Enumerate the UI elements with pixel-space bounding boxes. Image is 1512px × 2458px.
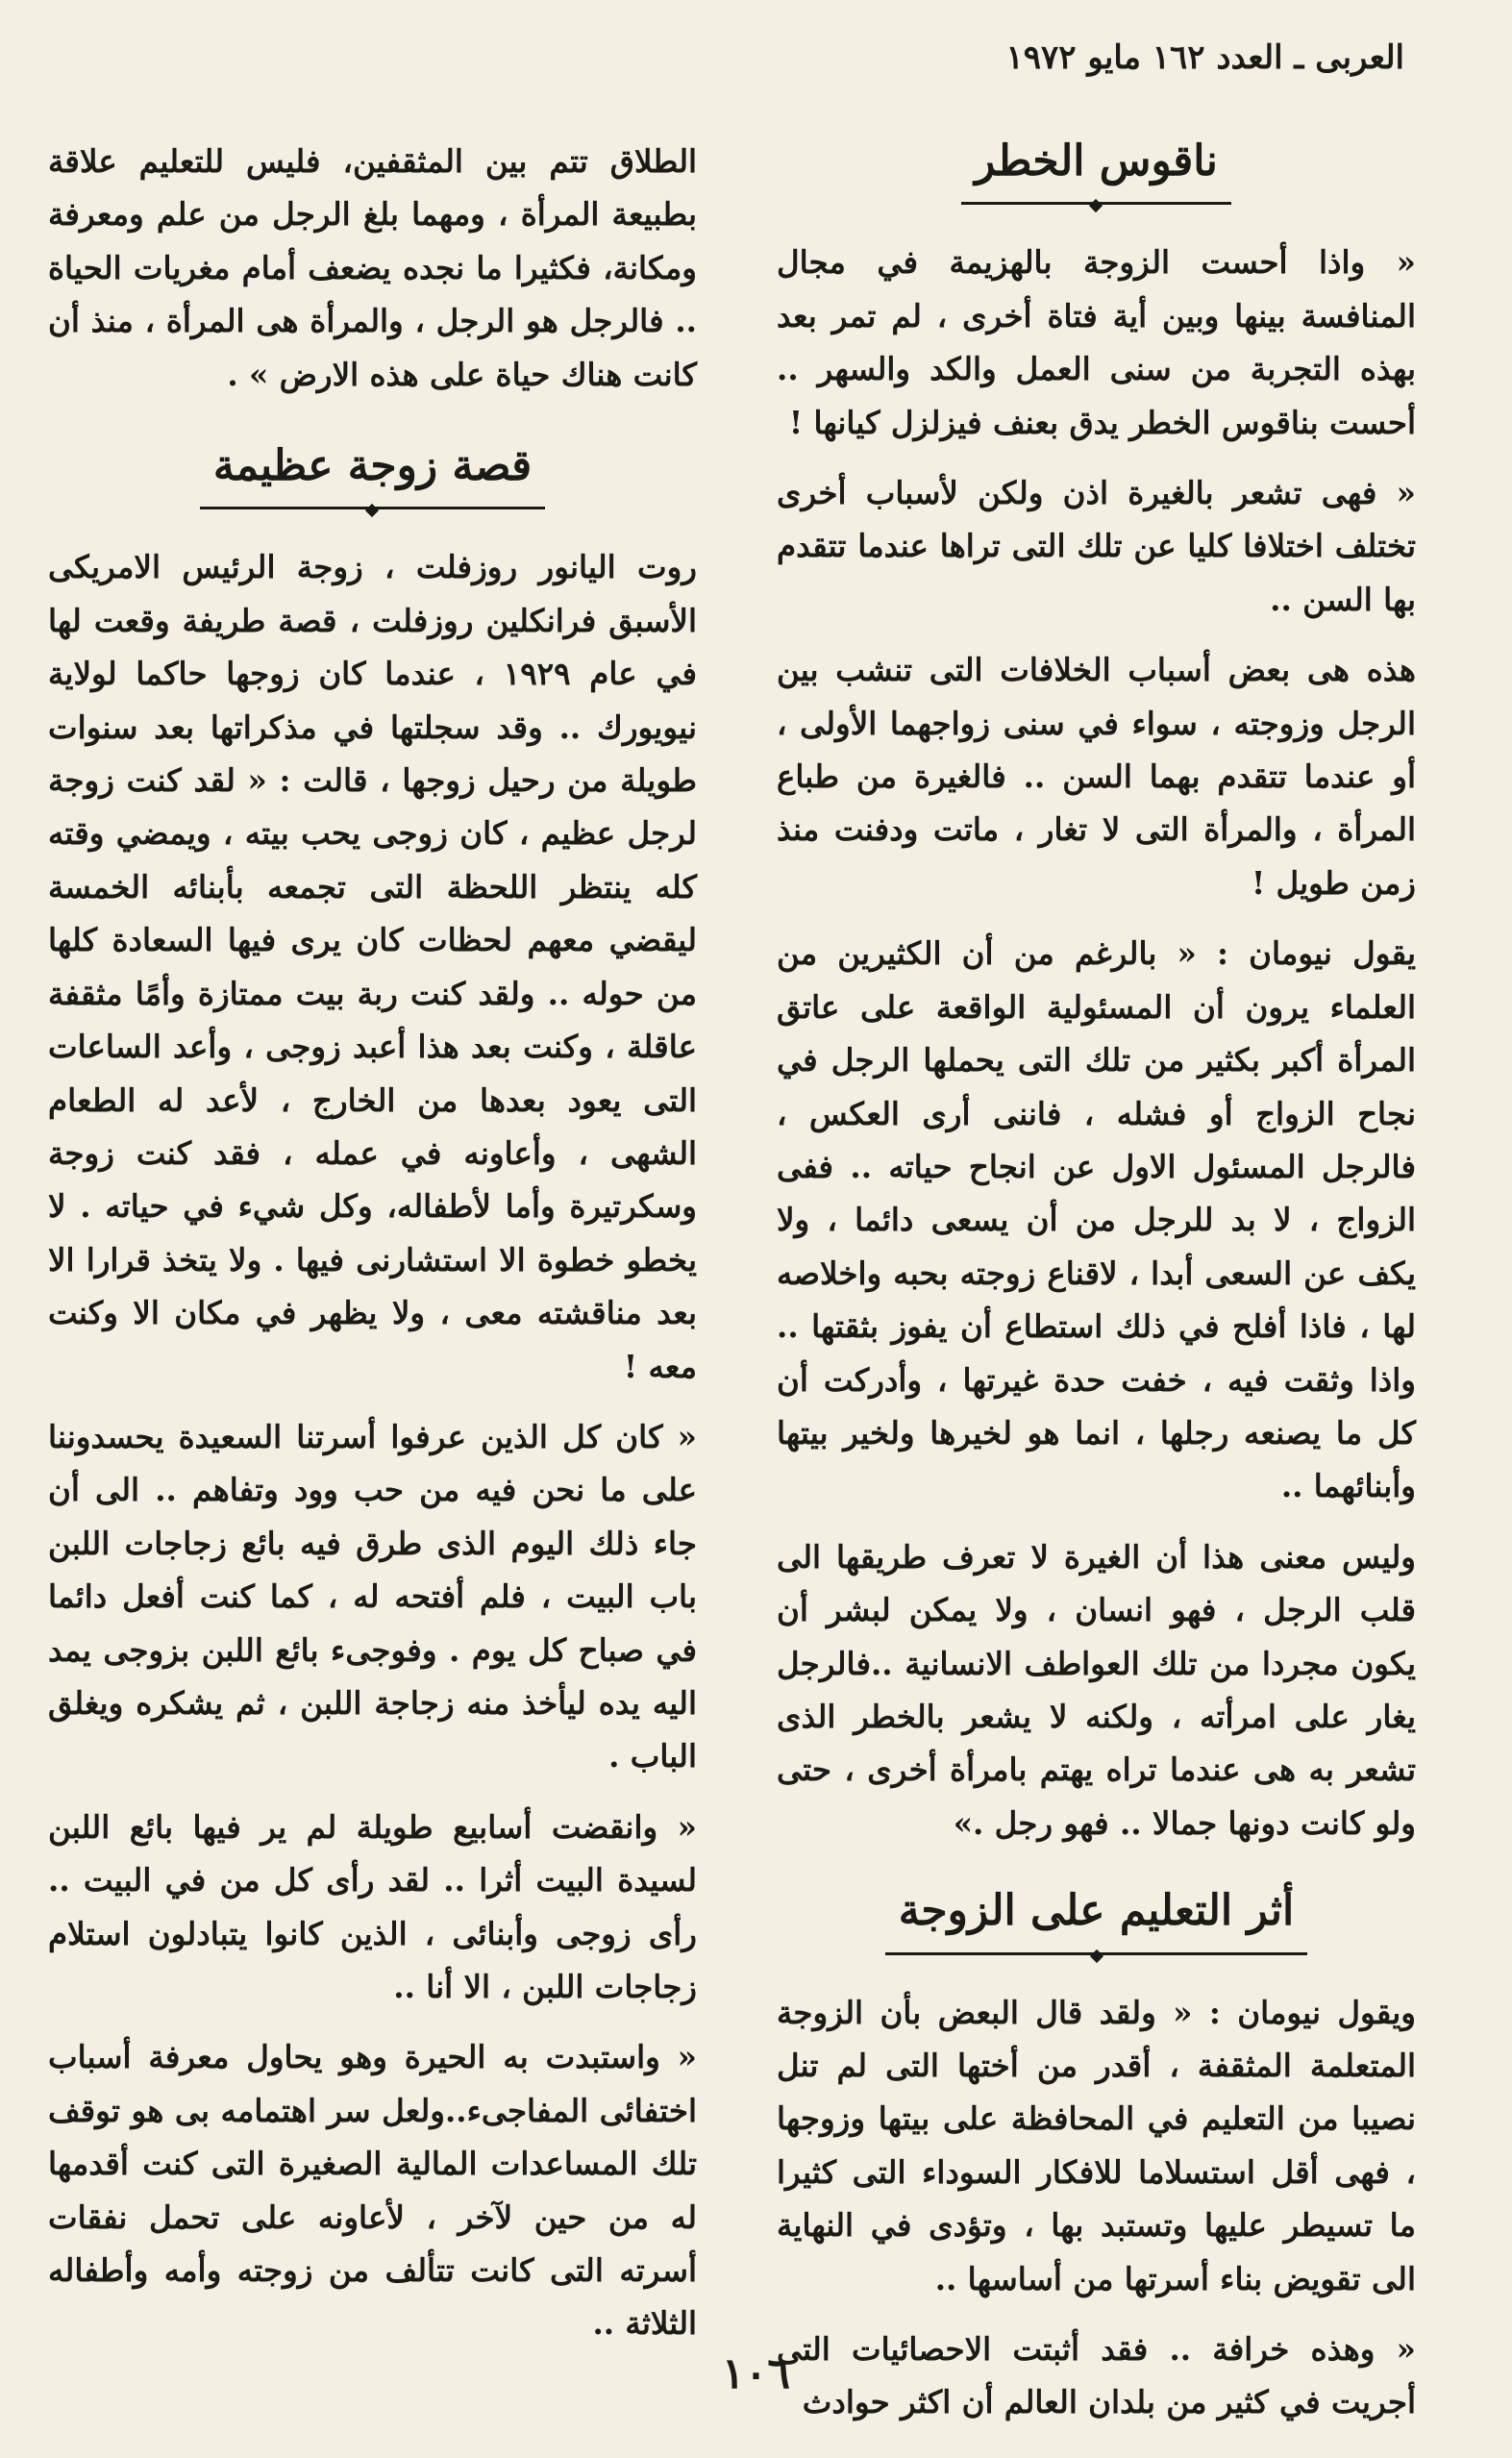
heading-text: ناقوس الخطر bbox=[969, 135, 1224, 187]
paragraph: هذه هى بعض أسباب الخلافات التى تنشب بين الرجل وزوجته ، سواء في سنى زواجهما الأولى ، أو عندما تتقدم بهما السن .. فالغيرة من طباع المرأة ، والمرأة التى لا تغار ، ماتت ودفنت منذ زمن طويل ! bbox=[777, 651, 1416, 902]
paragraph: « كان كل الذين عرفوا أسرتنا السعيدة يحسدوننا على ما نحن فيه من حب وود وتفاهم .. الى أن جاء ذلك اليوم الذى طرق فيه بائع زجاجات اللبن باب البيت ، فلم أفتحه له ، كما كنت أفعل دائما في صباح كل يوم . وفوجىء بائع اللبن بزوجى يمد اليه يده ليأخذ منه زجاجة اللبن ، ثم يشكره ويغلق الباب . bbox=[48, 1417, 697, 1775]
paragraph: وليس معنى هذا أن الغيرة لا تعرف طريقها الى قلب الرجل ، فهو انسان ، ولا يمكن لبشر أن يكون مجردا من تلك العواطف الانسانية ..فالرجل يغار على امرأته ، ولكنه لا يشعر بالخطر الذى تشعر به هى عندما تراه يهتم بامرأة أخرى ، حتى ولو كانت دونها جمالا .. فهو رجل .» bbox=[777, 1537, 1416, 1842]
paragraph: « وهذه خرافة .. فقد أثبتت الاحصائيات التى أجريت في كثير من بلدان العالم أن اكثر حوادث bbox=[777, 2330, 1416, 2421]
heading-text: قصة زوجة عظيمة bbox=[208, 439, 537, 492]
left-column bbox=[48, 135, 697, 2368]
paragraph: « واذا أحست الزوجة بالهزيمة في مجال المنافسة بينها وبين أية فتاة أخرى ، لم تمر بعد بهذه التجربة من سنى العمل والكد والسهر .. أحست بناقوس الخطر يدق بعنف فيزلزل كيانها ! bbox=[777, 243, 1416, 441]
paragraph: « واستبدت به الحيرة وهو يحاول معرفة أسباب اختفائى المفاجىء..ولعل سر اهتمامه بى هو توقف تلك المساعدات المالية الصغيرة التى كنت أقدمها له من حين لآخر ، لأعاونه على تحمل نفقات أسرته التى كانت تتألف من زوجته وأمه وأطفاله الثلاثة .. bbox=[48, 2038, 697, 2343]
running-header: العربى ـ العدد ١٦٢ مايو ١٩٧٢ bbox=[1005, 38, 1404, 77]
section-heading-danger-bell bbox=[777, 135, 1416, 203]
paragraph: ويقول نيومان : « ولقد قال البعض بأن الزوجة المتعلمة المثقفة ، أقدر من أختها التى لم تنل نصيبا من التعليم في المحافظة على بيتها وزوجها ، فهى أقل استسلاما للافكار السوداء التى كثيرا ما تسيطر عليها وتستبد بها ، وتؤدى في النهاية الى تقويض بناء أسرتها من أساسها .. bbox=[777, 1993, 1416, 2297]
paragraph: « وانقضت أسابيع طويلة لم ير فيها بائع اللبن لسيدة البيت أثرا .. لقد رأى كل من في البيت .. رأى زوجى وأبنائى ، الذين كانوا يتبادلون استلام زجاجات اللبن ، الا أنا .. bbox=[48, 1807, 697, 2005]
heading-text: أثر التعليم على الزوجة bbox=[893, 1884, 1300, 1937]
paragraph: الطلاق تتم بين المثقفين، فليس للتعليم علاقة بطبيعة المرأة ، ومهما بلغ الرجل من علم ومعرفة ومكانة، فكثيرا ما نجده يضعف أمام مغريات الحياة .. فالرجل هو الرجل ، والمرأة هى المرأة ، منذ أن كانت هناك حياة على هذه الارض » . bbox=[48, 142, 697, 393]
section-heading-great-wife bbox=[48, 439, 697, 508]
page-number-text: ١٠٦ bbox=[722, 2349, 790, 2398]
paragraph: « فهى تشعر بالغيرة اذن ولكن لأسباب أخرى تختلف اختلافا كليا عن تلك التى تراها عندما تتقدم بها السن .. bbox=[777, 474, 1416, 618]
paragraph: يقول نيومان : « بالرغم من أن الكثيرين من العلماء يرون أن المسئولية الواقعة على عاتق المرأة أكبر بكثير من تلك التى يحملها الرجل في نجاح الزواج أو فشله ، فاننى أرى العكس ، فالرجل المسئول الاول عن انجاح حياته .. ففى الزواج ، لا بد للرجل من أن يسعى دائما ، ولا يكف عن السعى أبدا ، لاقناع زوجته بحبه واخلاصه لها ، فاذا أفلح في ذلك استطاع أن يفوز بثقتها .. واذا وثقت فيه ، خفت حدة غيرتها ، وأدركت أن كل ما يصنعه رجلها ، انما هو لخيرها ولخير بيتها وأبنائهما .. bbox=[777, 934, 1416, 1505]
right-column bbox=[777, 135, 1416, 2446]
page-number bbox=[45, 2349, 1468, 2398]
section-heading-education-effect bbox=[777, 1884, 1416, 1952]
paragraph: روت اليانور روزفلت ، زوجة الرئيس الامريكى الأسبق فرانكلين روزفلت ، قصة طريفة وقعت لها في عام ١٩٢٩ ، عندما كان زوجها حاكما لولاية نيويورك .. وقد سجلتها في مذكراتها بعد سنوات طويلة من رحيل زوجها ، قالت : « لقد كنت زوجة لرجل عظيم ، كان زوجى يحب بيته ، ويمضي وقته كله ينتظر اللحظة التى تجمعه بأبنائه الخمسة ليقضي معهم لحظات كان يرى فيها السعادة كلها من حوله .. ولقد كنت ربة بيت ممتازة وأمًا مثقفة عاقلة ، وكنت بعد هذا أعبد زوجى ، وأعد الساعات التى يعود بعدها من الخارج ، لأعد له الطعام الشهى ، وأعاونه في عمله ، فقد كنت زوجة وسكرتيرة وأما لأطفاله، وكل شيء في حياته . لا يخطو خطوة الا استشارنى فيها . ولا يتخذ قرارا الا بعد مناقشته معى ، ولا يظهر في مكان الا وكنت معه ! bbox=[48, 548, 698, 1385]
